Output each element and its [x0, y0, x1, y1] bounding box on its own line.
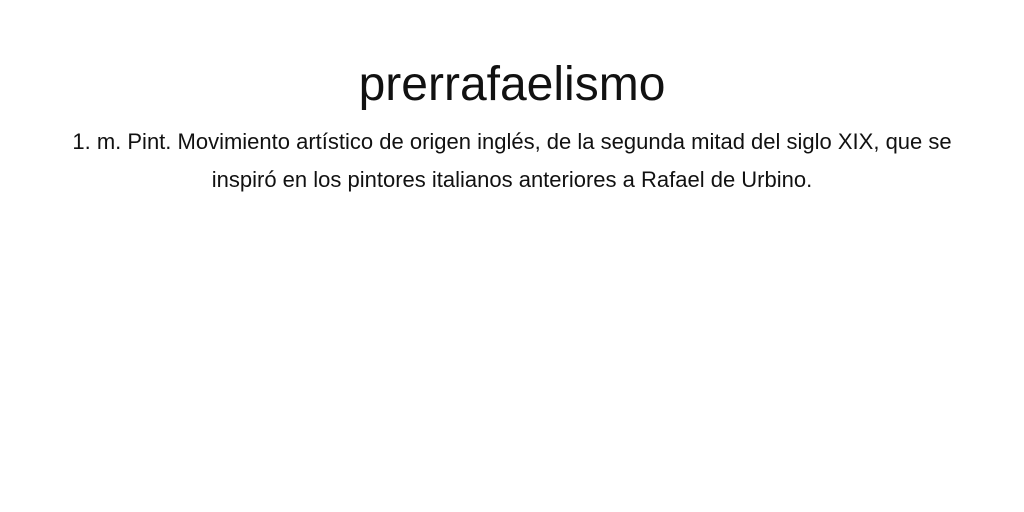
dictionary-entry	[0, 0, 1024, 199]
definition-text: 1. m. Pint. Movimiento artístico de origen inglés, de la segunda mitad del siglo XIX, que se inspiró en los pintores italianos anteriores a Rafael de Urbino.	[72, 129, 952, 192]
headword-title: prerrafaelismo	[358, 58, 666, 111]
